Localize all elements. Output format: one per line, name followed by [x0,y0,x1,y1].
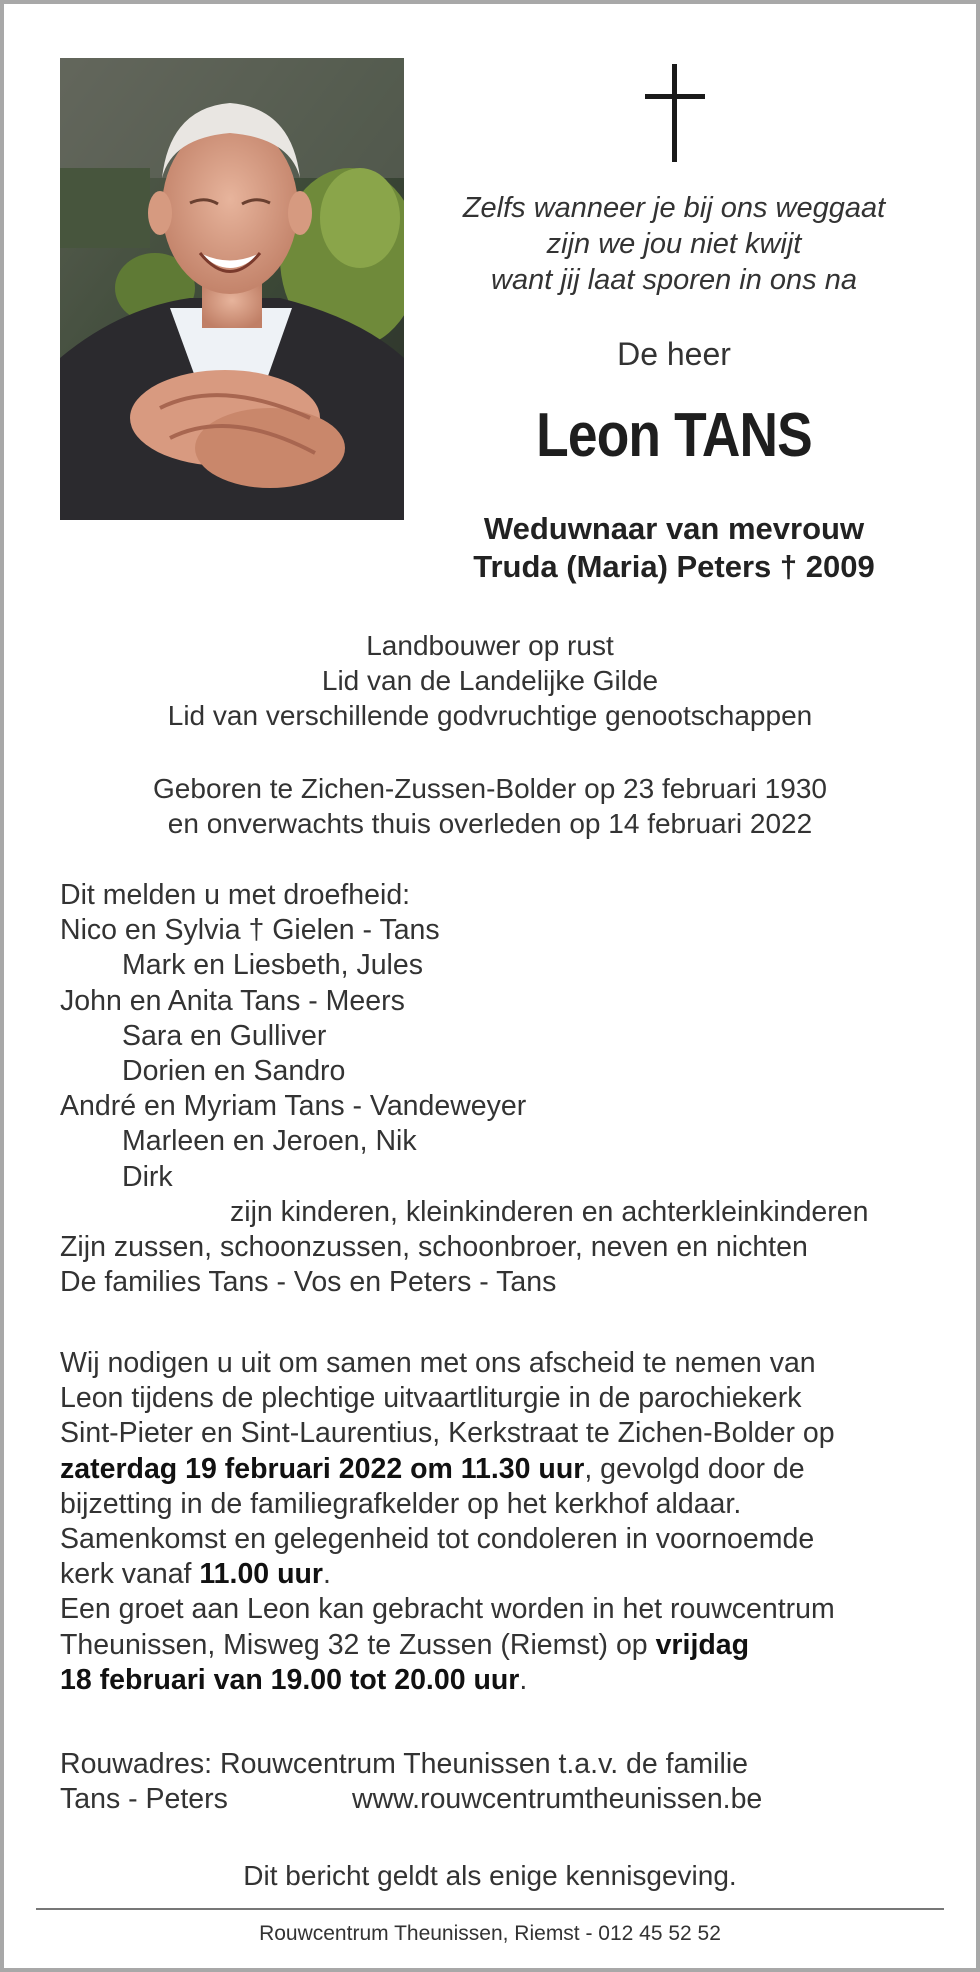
family-line: John en Anita Tans - Meers [60,984,405,1017]
address-line: Rouwadres: Rouwcentrum Theunissen t.a.v. de familie [60,1748,749,1780]
family-relation: zijn kinderen, kleinkinderen en achterkleinkinderen [230,1195,869,1228]
role-line: Lid van de Landelijke Gilde [321,665,659,696]
family-others: Zijn zussen, schoonzussen, schoonbroer, neven en nichten [60,1231,808,1264]
invite-line [60,1628,940,1663]
address-line [60,1782,940,1817]
invite-line: Sint-Pieter en Sint-Laurentius, Kerkstraat te Zichen-Bolder op [60,1417,835,1450]
visitation-day: vrijdag [655,1628,750,1661]
spouse-info [424,510,924,586]
funeral-datetime: zaterdag 19 februari 2022 om 11.30 uur [60,1452,585,1485]
role-line: Landbouwer op rust [366,630,614,661]
family-others: De families Tans - Vos en Peters - Tans [60,1266,557,1299]
website-link[interactable]: www.rouwcentrumtheunissen.be [352,1783,763,1816]
family-line: Marleen en Jeroen, Nik [122,1125,417,1158]
invite-line: Leon tijdens de plechtige uitvaartliturgie in de parochiekerk [60,1382,802,1415]
invite-line: Samenkomst en gelegenheid tot condoleren in voornoemde [60,1523,815,1556]
family-line: Dorien en Sandro [122,1055,346,1088]
roles-block [4,628,976,733]
invite-line [60,1452,940,1487]
portrait-illustration [60,58,404,520]
invite-line [60,1663,940,1698]
birth-line: Geboren te Zichen-Zussen-Bolder op 23 februari 1930 [153,773,827,804]
poem-line: Zelfs wanneer je bij ons weggaat [462,192,886,224]
mourning-address [60,1747,940,1817]
footer-divider [36,1908,944,1910]
spouse-line: Truda (Maria) Peters † 2009 [473,549,875,584]
invite-line: bijzetting in de familiegrafkelder op het kerkhof aldaar. [60,1487,742,1520]
poem-line: want jij laat sporen in ons na [491,264,857,296]
invite-line: Een groet aan Leon kan gebracht worden in het rouwcentrum [60,1593,835,1626]
invite-text: kerk vanaf [60,1558,200,1591]
death-line: en onverwachts thuis overleden op 14 februari 2022 [167,808,813,839]
poem-line: zijn we jou niet kwijt [546,228,802,260]
family-list [60,878,940,1300]
family-line: Mark en Liesbeth, Jules [122,949,423,982]
role-line: Lid van verschillende godvruchtige genootschappen [167,700,813,731]
footer-contact: Rouwcentrum Theunissen, Riemst - 012 45 52 52 [259,1922,721,1945]
invite-line: Wij nodigen u uit om samen met ons afscheid te nemen van [60,1347,816,1379]
funeral-invitation [60,1346,940,1698]
family-intro: Dit melden u met droefheid: [60,879,411,911]
portrait-photo [60,58,404,520]
visitation-time: 18 februari van 19.00 tot 20.00 uur [60,1663,520,1696]
family-line: Nico en Sylvia † Gielen - Tans [60,914,440,947]
salutation: De heer [617,336,731,372]
condolence-time: 11.00 uur [199,1558,323,1591]
invite-text: . [519,1663,528,1696]
invite-text: Theunissen, Misweg 32 te Zussen (Riemst) op [60,1628,656,1661]
memorial-poem [424,190,924,298]
cross-icon [645,64,705,164]
family-line: Sara en Gulliver [122,1019,327,1052]
family-line: André en Myriam Tans - Vandeweyer [60,1090,527,1123]
invite-line [60,1557,940,1592]
family-line: Dirk [122,1160,173,1193]
birth-death-block [4,771,976,841]
family-name-text: Tans - Peters [60,1783,228,1816]
notice-text: Dit bericht geldt als enige kennisgeving. [243,1860,737,1891]
deceased-name: Leon TANS [536,401,812,470]
invite-text: , gevolgd door de [584,1452,805,1485]
spouse-line: Weduwnaar van mevrouw [483,511,865,546]
invite-text: . [322,1558,331,1591]
